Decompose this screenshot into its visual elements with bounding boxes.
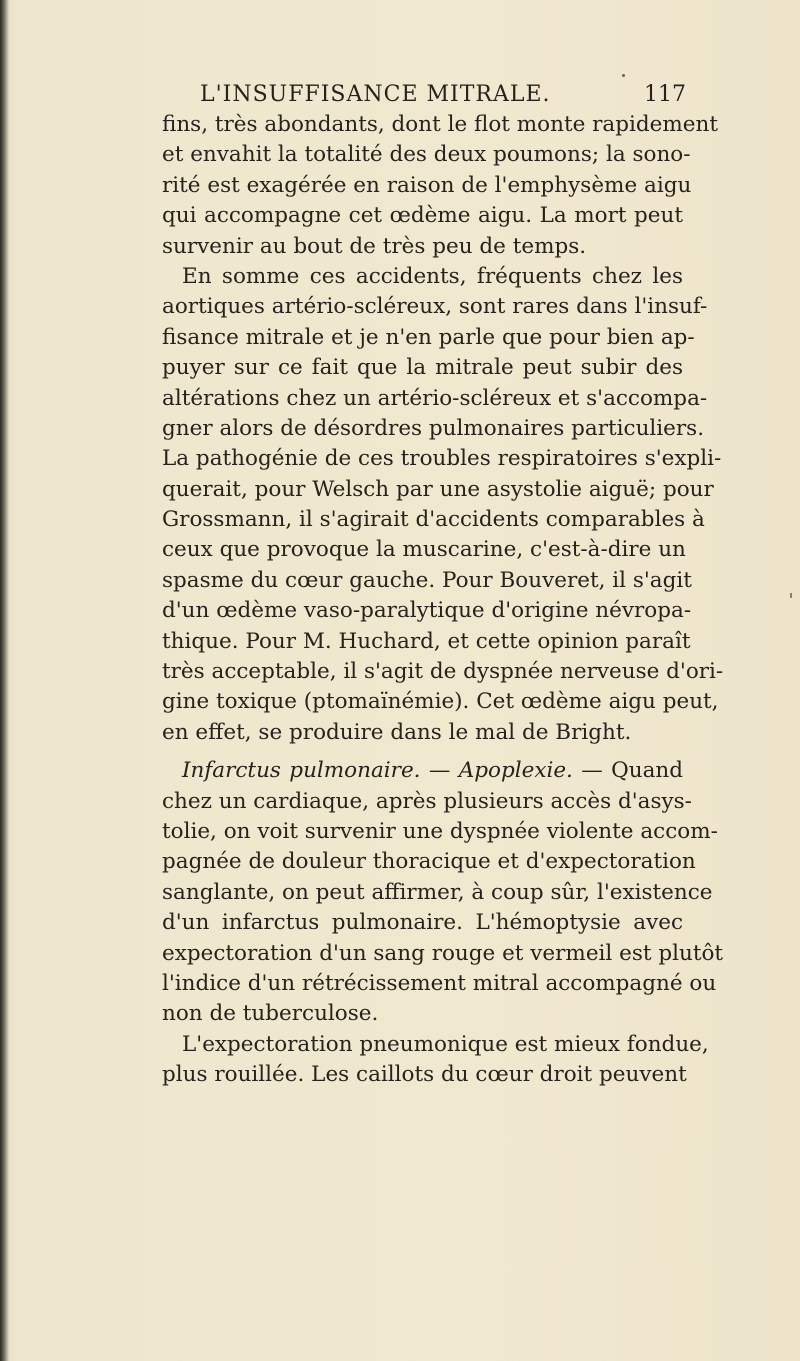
text-line: tolie, on voit survenir une dyspnée violente accom-: [162, 818, 718, 844]
text-line: l'indice d'un rétrécissement mitral accompagné ou: [162, 970, 717, 996]
text-line: gine toxique (ptomaïnémie). Cet œdème aigu peut,: [162, 689, 719, 715]
paragraph-1: [162, 110, 718, 262]
book-spine-shadow: [0, 0, 9, 1361]
section-heading-line: [162, 756, 683, 786]
margin-mark: [790, 593, 792, 598]
text-line: aortiques artério-scléreux, sont rares dans l'insuf-: [162, 294, 708, 320]
text-line: plus rouillée. Les caillots du cœur droit peuvent: [162, 1062, 687, 1088]
heading-infarctus: Infarctus pulmonaire.: [182, 758, 421, 784]
ink-speck: [622, 74, 625, 77]
heading-apoplexie: Apoplexie.: [458, 758, 573, 784]
heading-line-rest: Quand: [611, 758, 684, 784]
text-line: très acceptable, il s'agit de dyspnée nerveuse d'ori-: [162, 659, 724, 685]
text-line: thique. Pour M. Huchard, et cette opinion paraît: [162, 628, 691, 654]
section-spacer: [162, 748, 683, 756]
text-line: en effet, se produire dans le mal de Bright.: [162, 719, 632, 745]
text-line: chez un cardiaque, après plusieurs accès d'asys-: [162, 788, 692, 814]
text-line: La pathogénie de ces troubles respiratoires s'expli-: [162, 446, 722, 472]
text-line: querait, pour Welsch par une asystolie aiguë; pour: [162, 476, 714, 502]
text-line: qui accompagne cet œdème aigu. La mort peut: [162, 203, 683, 229]
text-line: spasme du cœur gauche. Pour Bouveret, il s'agit: [162, 567, 692, 593]
text-line: rité est exagérée en raison de l'emphysème aigu: [162, 172, 692, 198]
paragraph-2: [162, 262, 724, 748]
text-line: gner alors de désordres pulmonaires particuliers.: [162, 415, 705, 441]
text-line: d'un infarctus pulmonaire. L'hémoptysie avec: [162, 910, 683, 936]
em-dash: —: [572, 758, 612, 784]
page-number: 117: [644, 82, 686, 107]
text-line: survenir au bout de très peu de temps.: [162, 233, 587, 259]
text-line: expectoration d'un sang rouge et vermeil est plutôt: [162, 940, 724, 966]
text-line: L'expectoration pneumonique est mieux fondue,: [182, 1031, 709, 1057]
paragraph-3: [162, 756, 724, 1030]
text-line: non de tuberculose.: [162, 1001, 379, 1027]
text-line: Grossmann, il s'agirait d'accidents comparables à: [162, 507, 705, 533]
page-header: [0, 82, 800, 112]
em-dash: —: [420, 758, 459, 784]
text-line: puyer sur ce fait que la mitrale peut subir des: [162, 355, 683, 381]
text-line: fisance mitrale et je n'en parle que pour bien ap-: [162, 324, 695, 350]
text-line: fins, très abondants, dont le flot monte rapidement: [162, 112, 718, 137]
text-line: pagnée de douleur thoracique et d'expectoration: [162, 849, 696, 875]
text-line: et envahit la totalité des deux poumons; la sono-: [162, 142, 691, 168]
text-line: d'un œdème vaso-paralytique d'origine névropa-: [162, 598, 692, 624]
text-line: sanglante, on peut affirmer, à coup sûr, l'existence: [162, 879, 713, 905]
running-title: L'INSUFFISANCE MITRALE.: [200, 82, 551, 107]
text-line: ceux que provoque la muscarine, c'est-à-dire un: [162, 537, 686, 563]
paragraph-4: [162, 1030, 709, 1091]
text-line: altérations chez un artério-scléreux et s'accompa-: [162, 385, 708, 411]
body-text: [162, 110, 724, 1091]
text-line: En somme ces accidents, fréquents chez les: [182, 263, 683, 289]
